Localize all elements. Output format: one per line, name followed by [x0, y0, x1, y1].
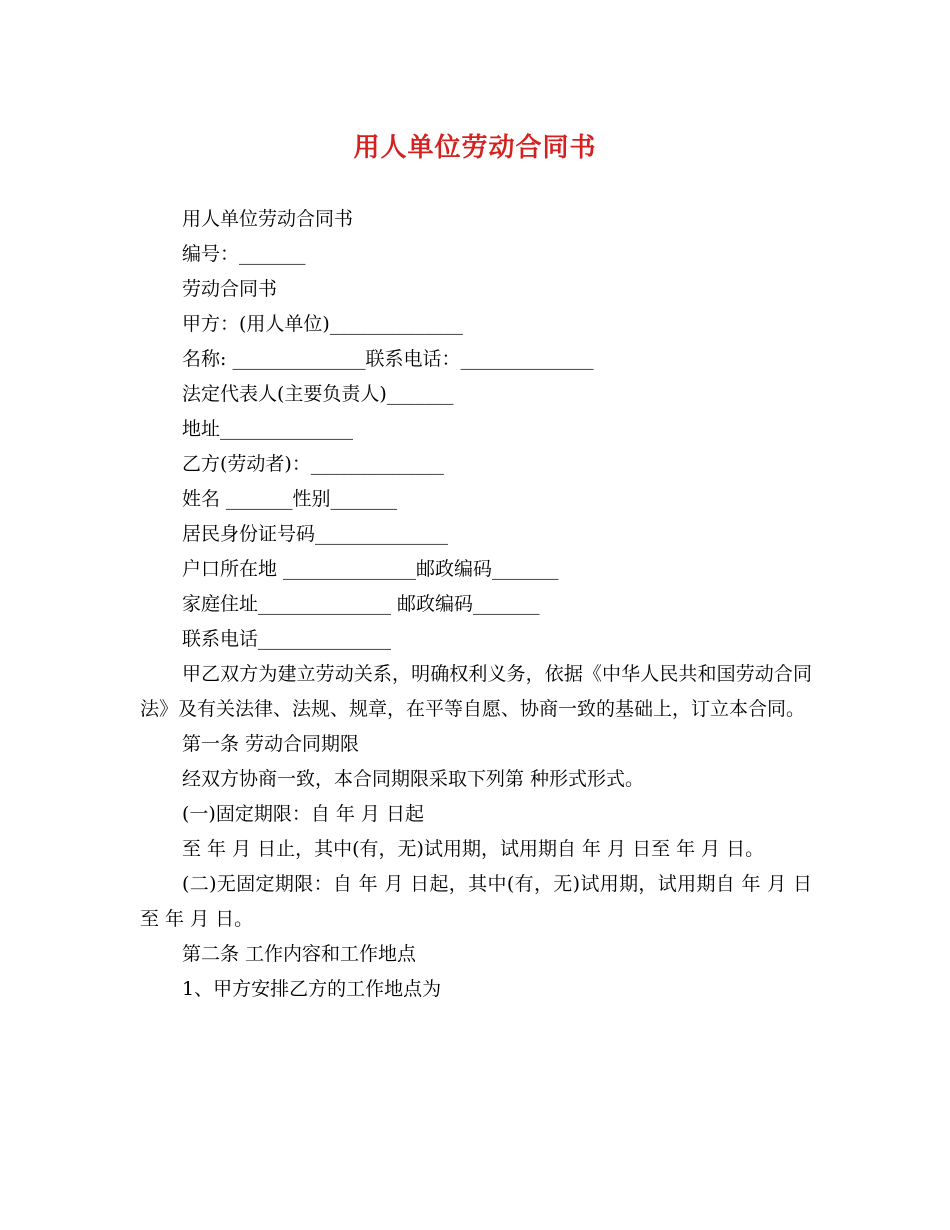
document-title: 用人单位劳动合同书 — [353, 133, 597, 163]
fixed-term-line: (一)固定期限：自 年 月 日起 — [182, 803, 424, 825]
party-a-name-phone-field: 名称: ______________联系电话：______________ — [182, 348, 594, 370]
intro-paragraph: 甲乙双方为建立劳动关系，明确权利义务，依据《中华人民共和国劳动合同法》及有关法律、法规、规章，在平等自愿、协商一致的基础上，订立本合同。 — [140, 663, 812, 720]
fixed-term-paragraph: 至 年 月 日止，其中(有，无)试用期，试用期自 年 月 日至 年 月 日。 — [182, 838, 765, 860]
party-b-name-gender-field: 姓名 _______性别_______ — [182, 488, 398, 510]
open-term-paragraph: (二)无固定期限：自 年 月 日起，其中(有，无)试用期，试用期自 年 月 日至 年 月 日。 — [140, 873, 812, 930]
article-2-heading: 第二条 工作内容和工作地点 — [182, 943, 417, 965]
party-a-field: 甲方：(用人单位)______________ — [182, 313, 463, 335]
id-number-field: 居民身份证号码______________ — [182, 523, 449, 545]
contract-heading-line: 劳动合同书 — [182, 278, 278, 300]
document-body — [140, 202, 812, 1007]
household-registration-field: 户口所在地 ______________邮政编码_______ — [182, 558, 559, 580]
party-a-address-field: 地址______________ — [182, 418, 354, 440]
home-address-field: 家庭住址______________ 邮政编码_______ — [182, 593, 540, 615]
party-b-field: 乙方(劳动者)：______________ — [182, 453, 444, 475]
contract-number-field: 编号：_______ — [182, 243, 306, 265]
article-1-text: 经双方协商一致，本合同期限采取下列第 种形式形式。 — [182, 768, 645, 790]
legal-representative-field: 法定代表人(主要负责人)_______ — [182, 383, 454, 405]
subtitle-line: 用人单位劳动合同书 — [182, 208, 354, 230]
article-2-item-1: 1、甲方安排乙方的工作地点为 — [182, 978, 442, 1000]
article-1-heading: 第一条 劳动合同期限 — [182, 733, 360, 755]
contact-phone-field: 联系电话______________ — [182, 628, 392, 650]
